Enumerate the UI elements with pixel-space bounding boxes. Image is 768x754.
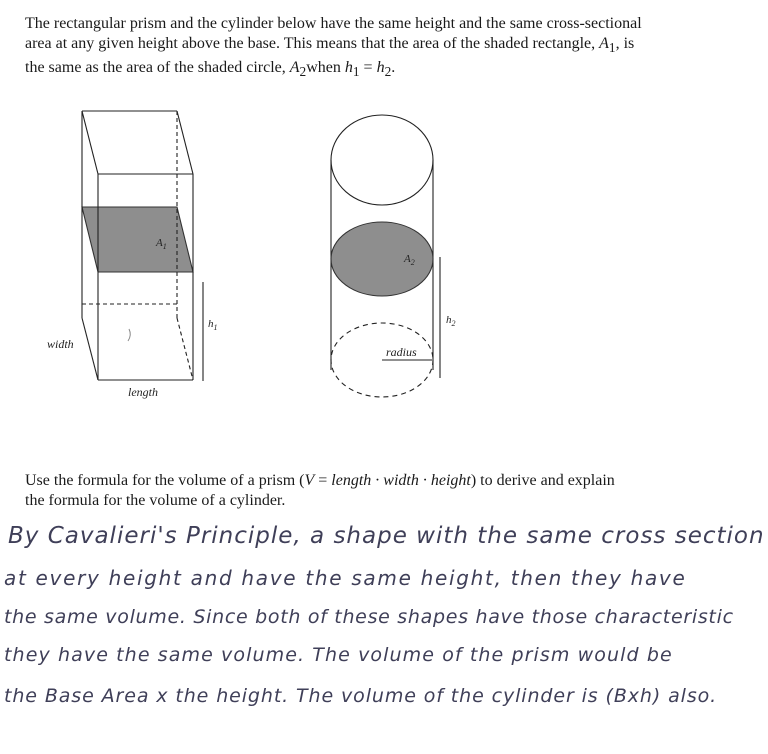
question-line-1-end: ) to derive and explain xyxy=(470,472,615,489)
cylinder-a2-label: $A_2$ xyxy=(404,253,415,267)
question-line-1-text: Use the formula for the volume of a prism ( xyxy=(25,472,305,489)
formula-prism-volume: length · width · height xyxy=(331,472,471,489)
answer-line-5: the Base Area x the height. The volume of the cylinder is (Bxh) also. xyxy=(4,685,718,707)
problem-statement xyxy=(25,14,745,82)
prism-h1-label: $h_1$ xyxy=(208,318,218,332)
intro-line-3-text: the same as the area of the shaded circle, xyxy=(25,59,290,77)
intro-line-2 xyxy=(25,34,745,58)
question-prompt xyxy=(25,471,745,511)
intro-line-1: The rectangular prism and the cylinder below have the same height and the same cross-sectional xyxy=(25,15,642,32)
symbol-a2-subscript: 2 xyxy=(299,64,307,80)
intro-period: . xyxy=(391,59,396,77)
equals-sign: = xyxy=(359,59,377,77)
length-label: length xyxy=(128,385,158,399)
prism-a1-label: $A_1$ xyxy=(156,237,167,251)
question-line-1 xyxy=(25,471,745,491)
symbol-h2-subscript: 2 xyxy=(384,64,392,80)
answer-line-4: they have the same volume. The volume of the prism would be xyxy=(4,644,673,666)
symbol-h2: h xyxy=(376,59,385,77)
rectangular-prism xyxy=(82,111,203,381)
symbol-h1-subscript: 1 xyxy=(352,64,360,80)
symbol-a2: A xyxy=(289,59,300,77)
formula-v: V xyxy=(304,472,315,489)
symbol-h1: h xyxy=(344,59,353,77)
pencil-mark xyxy=(128,329,130,341)
symbol-a1: A xyxy=(599,35,609,52)
intro-line-2-end: , is xyxy=(615,35,635,52)
intro-line-2-text: area at any given height above the base. This means that the area of the shaded rectangle, xyxy=(25,35,600,52)
prism-and-cylinder-figure xyxy=(0,90,768,420)
cross-section-rectangle xyxy=(82,207,193,272)
intro-line-3-when: when xyxy=(306,59,345,77)
symbol-a1-subscript: 1 xyxy=(608,40,616,56)
formula-equals: = xyxy=(314,472,332,489)
intro-line-3 xyxy=(25,58,745,82)
width-label: width xyxy=(47,337,74,351)
answer-line-3: the same volume. Since both of these shapes have those characteristic xyxy=(4,606,734,628)
cross-section-circle xyxy=(331,222,433,296)
radius-label: radius xyxy=(386,345,417,359)
answer-line-1: By Cavalieri's Principle, a shape with the same cross section xyxy=(8,523,765,549)
question-line-2: the formula for the volume of a cylinder. xyxy=(25,492,286,509)
answer-line-2: at every height and have the same height, then they have xyxy=(4,566,687,590)
cylinder-h2-label: $h_2$ xyxy=(446,314,456,328)
